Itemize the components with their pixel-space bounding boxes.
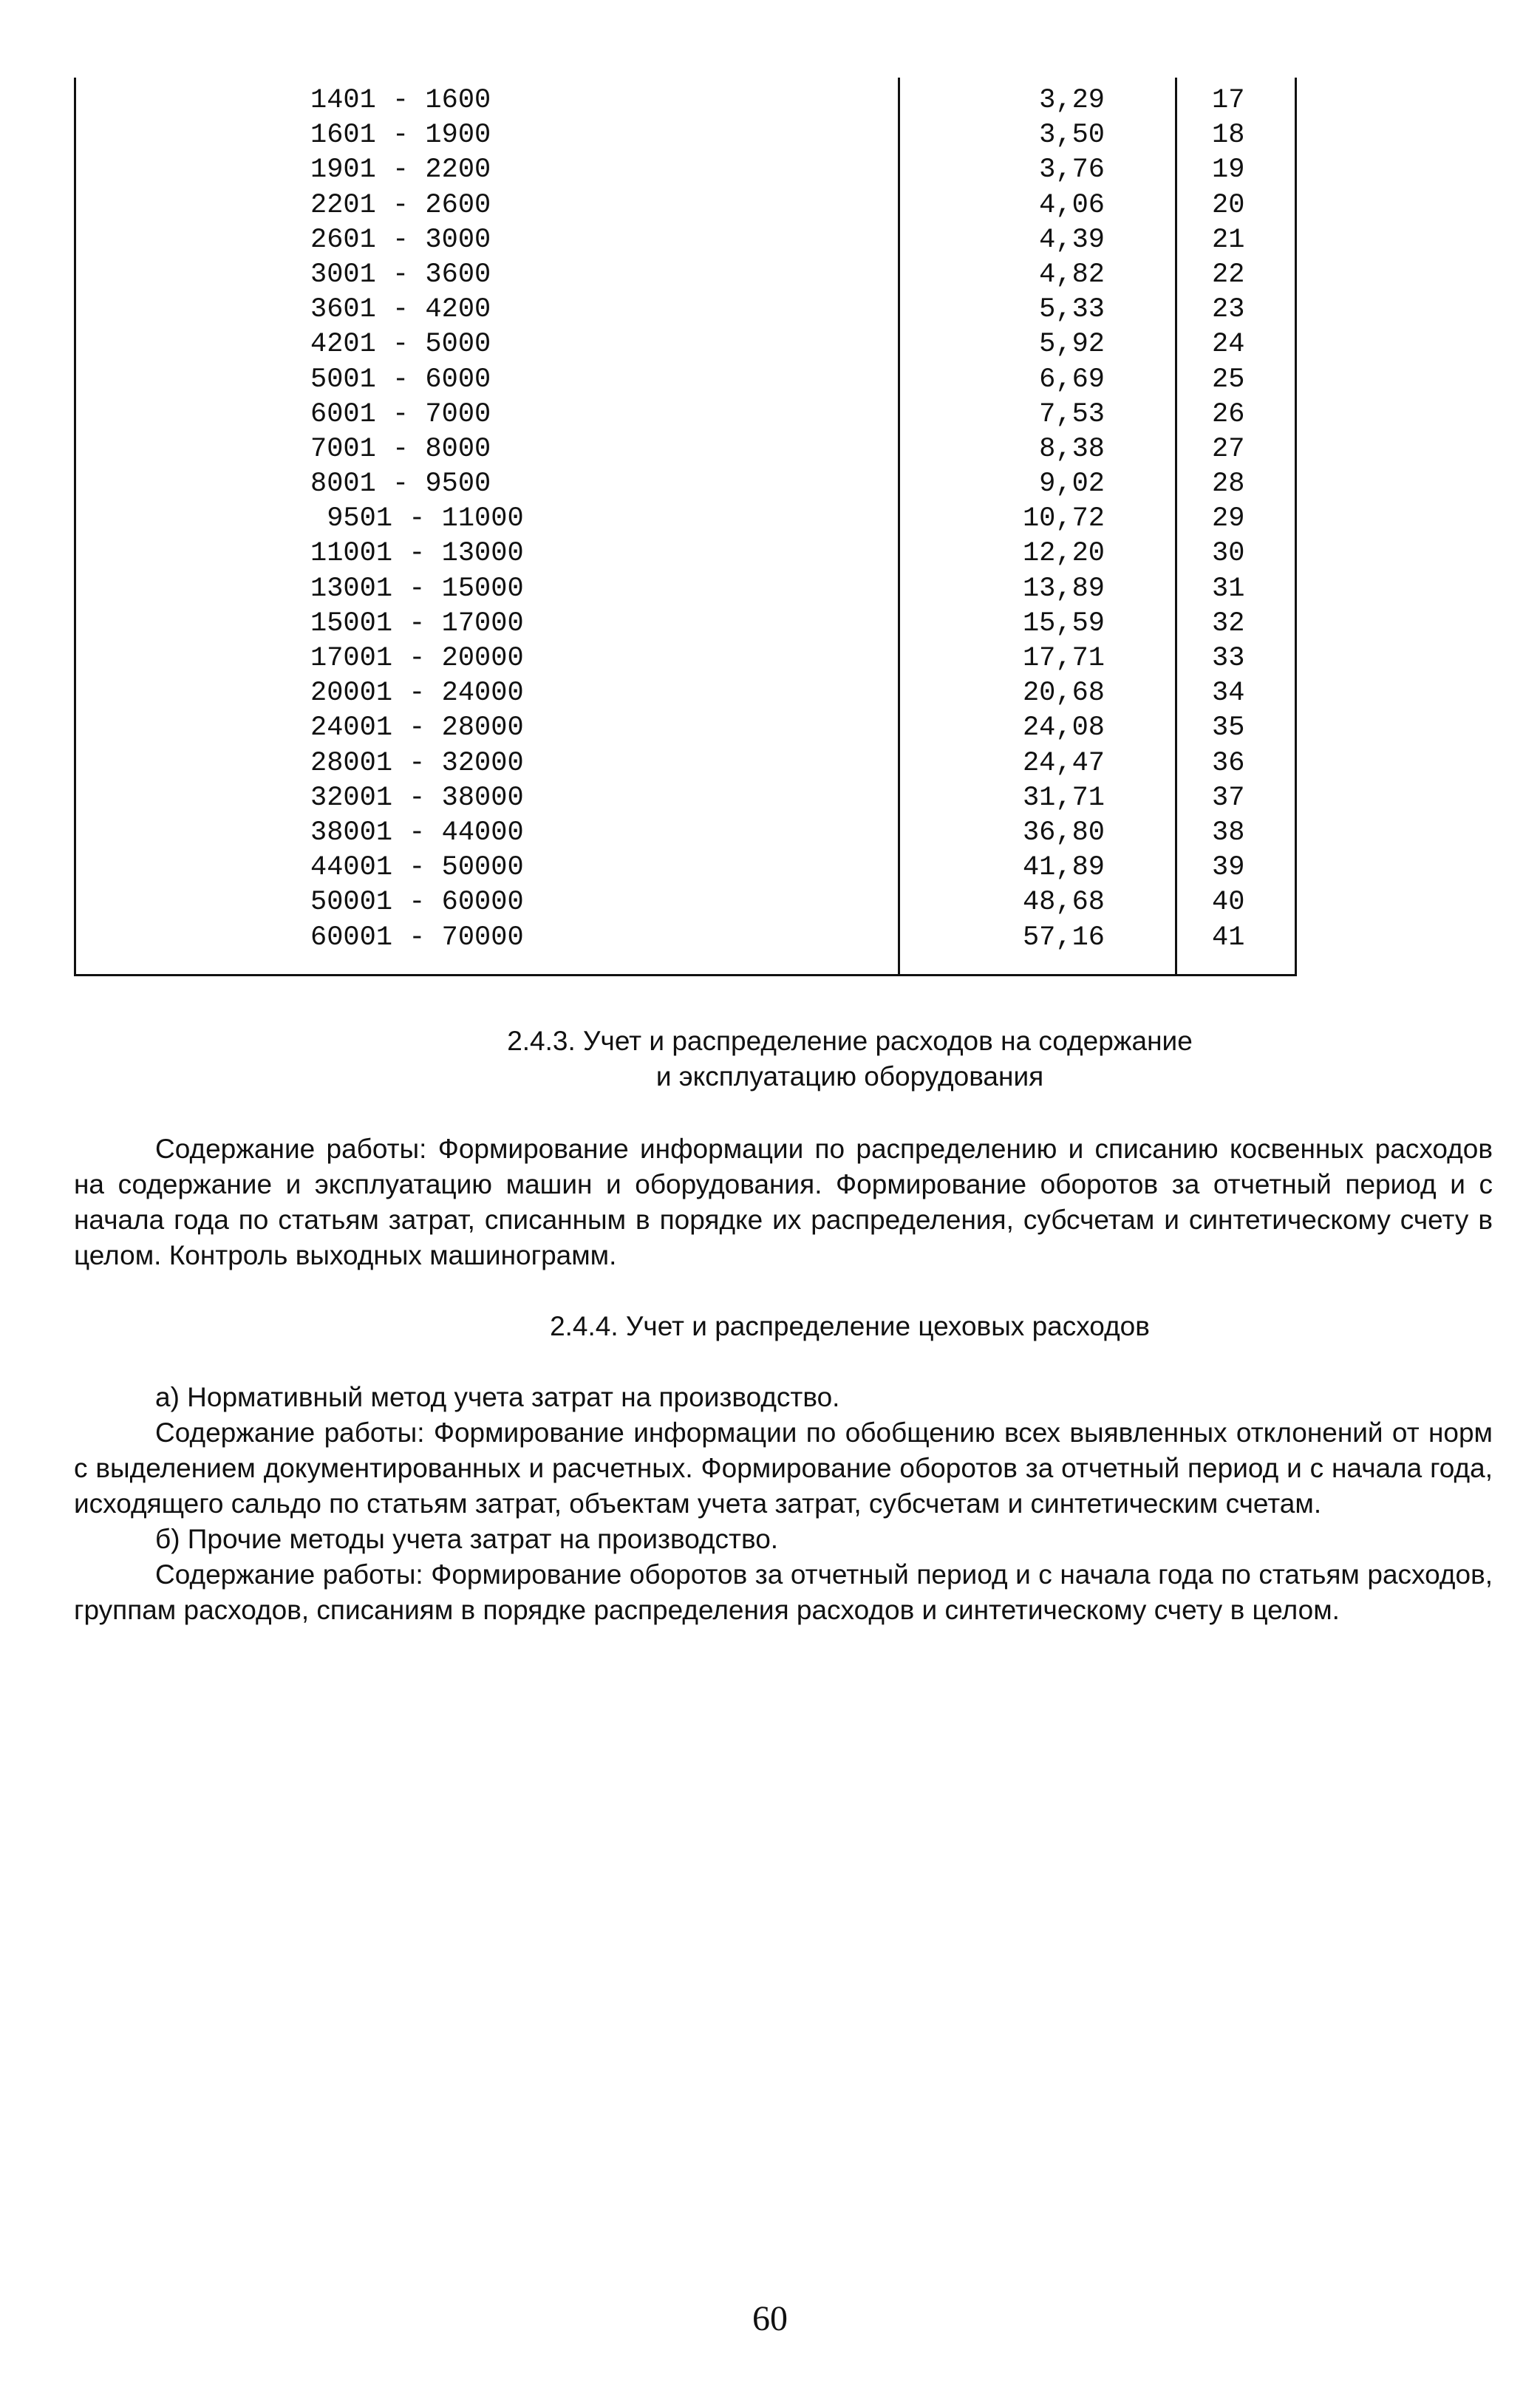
table-row — [74, 258, 1297, 293]
range-cell: 28001 - 32000 — [310, 747, 524, 779]
section-244-heading: 2.4.4. Учет и распределение цеховых расходов — [550, 1311, 1150, 1341]
code-cell: 26 — [1212, 398, 1245, 430]
range-cell: 15001 - 17000 — [310, 607, 524, 639]
range-cell: 6001 - 7000 — [310, 398, 491, 430]
rate-cell: 17,71 — [1022, 643, 1105, 674]
range-cell: 2201 - 2600 — [310, 189, 491, 221]
table-row — [74, 293, 1297, 327]
rate-cell: 4,39 — [1039, 224, 1105, 256]
rate-cell: 10,72 — [1022, 503, 1105, 535]
table-row — [74, 188, 1297, 223]
rate-cell: 7,53 — [1039, 398, 1105, 430]
code-cell: 37 — [1212, 782, 1245, 814]
code-cell: 17 — [1212, 85, 1245, 116]
table-row — [74, 746, 1297, 781]
rate-cell: 48,68 — [1022, 887, 1105, 919]
code-cell: 23 — [1212, 294, 1245, 326]
table-row — [74, 711, 1297, 746]
table-row — [74, 781, 1297, 816]
table-row — [74, 676, 1297, 711]
table-row — [74, 398, 1297, 432]
table-border-bottom — [74, 974, 1297, 976]
range-cell: 50001 - 60000 — [310, 887, 524, 919]
page-number: 60 — [752, 2299, 788, 2338]
table-row — [74, 641, 1297, 676]
range-cell: 60001 - 70000 — [310, 922, 524, 953]
range-cell: 17001 - 20000 — [310, 643, 524, 674]
code-cell: 21 — [1212, 224, 1245, 256]
code-cell: 20 — [1212, 189, 1245, 221]
code-cell: 19 — [1212, 154, 1245, 186]
rate-cell: 31,71 — [1022, 782, 1105, 814]
range-cell: 32001 - 38000 — [310, 782, 524, 814]
document-body — [74, 1024, 1493, 1628]
table-row — [74, 363, 1297, 398]
code-cell: 35 — [1212, 712, 1245, 744]
code-cell: 40 — [1212, 887, 1245, 919]
range-cell: 9501 - 11000 — [310, 503, 524, 535]
section-243-heading-line1: 2.4.3. Учет и распределение расходов на содержание — [507, 1026, 1193, 1056]
rate-cell: 5,92 — [1039, 329, 1105, 361]
table-row — [74, 607, 1297, 641]
range-cell: 1601 - 1900 — [310, 120, 491, 151]
section-243-paragraph: Содержание работы: Формирование информации по распределению и списанию косвенных расходов на содержание и эксплуатацию машин и оборудования. Формирование оборотов за отчетный период и с начала года по статьям затрат, списанным в порядке их распределения, субсчетам и синтетическому счету в целом. Контроль выходных машинограмм. — [74, 1134, 1493, 1270]
table-row — [74, 885, 1297, 920]
rate-cell: 57,16 — [1022, 922, 1105, 953]
rate-cell: 41,89 — [1022, 852, 1105, 884]
table-row — [74, 537, 1297, 571]
rate-cell: 5,33 — [1039, 294, 1105, 326]
rate-cell: 24,08 — [1022, 712, 1105, 744]
range-cell: 4201 - 5000 — [310, 329, 491, 361]
rate-cell: 6,69 — [1039, 364, 1105, 395]
code-cell: 25 — [1212, 364, 1245, 395]
rate-cell: 12,20 — [1022, 538, 1105, 570]
range-cell: 3001 - 3600 — [310, 259, 491, 290]
rate-cell: 20,68 — [1022, 678, 1105, 709]
item-b-paragraph: Содержание работы: Формирование оборотов за отчетный период и с начала года по статьям расходов, группам расходов, списаниям в порядке распределения расходов и синтетическому счету в целом. — [74, 1559, 1493, 1625]
item-b-title: б) Прочие методы учета затрат на производство. — [155, 1524, 779, 1554]
table-row — [74, 921, 1297, 956]
range-cell: 1901 - 2200 — [310, 154, 491, 186]
rate-cell: 9,02 — [1039, 469, 1105, 500]
range-cell: 2601 - 3000 — [310, 224, 491, 256]
code-cell: 33 — [1212, 643, 1245, 674]
code-cell: 31 — [1212, 573, 1245, 605]
range-cell: 24001 - 28000 — [310, 712, 524, 744]
table-row — [74, 432, 1297, 467]
table-row — [74, 502, 1297, 537]
table-row — [74, 118, 1297, 153]
code-cell: 22 — [1212, 259, 1245, 290]
range-cell: 11001 - 13000 — [310, 538, 524, 570]
range-cell: 5001 - 6000 — [310, 364, 491, 395]
rate-table — [74, 78, 1297, 972]
range-cell: 13001 - 15000 — [310, 573, 524, 605]
range-cell: 3601 - 4200 — [310, 294, 491, 326]
code-cell: 18 — [1212, 120, 1245, 151]
rate-cell: 36,80 — [1022, 817, 1105, 848]
table-row — [74, 84, 1297, 118]
section-243-heading-line2: и эксплуатацию оборудования — [655, 1061, 1044, 1092]
code-cell: 30 — [1212, 538, 1245, 570]
table-row — [74, 816, 1297, 851]
rate-cell: 3,50 — [1039, 120, 1105, 151]
range-cell: 38001 - 44000 — [310, 817, 524, 848]
rate-cell: 3,76 — [1039, 154, 1105, 186]
code-cell: 27 — [1212, 433, 1245, 465]
range-cell: 1401 - 1600 — [310, 85, 491, 116]
rate-cell: 8,38 — [1039, 433, 1105, 465]
table-row — [74, 223, 1297, 258]
range-cell: 20001 - 24000 — [310, 678, 524, 709]
code-cell: 28 — [1212, 469, 1245, 500]
range-cell: 7001 - 8000 — [310, 433, 491, 465]
table-row — [74, 851, 1297, 885]
range-cell: 44001 - 50000 — [310, 852, 524, 884]
rate-cell: 24,47 — [1022, 747, 1105, 779]
code-cell: 39 — [1212, 852, 1245, 884]
code-cell: 36 — [1212, 747, 1245, 779]
range-cell: 8001 - 9500 — [310, 469, 491, 500]
code-cell: 34 — [1212, 678, 1245, 709]
rate-cell: 3,29 — [1039, 85, 1105, 116]
code-cell: 32 — [1212, 607, 1245, 639]
table-row — [74, 327, 1297, 362]
code-cell: 38 — [1212, 817, 1245, 848]
code-cell: 29 — [1212, 503, 1245, 535]
rate-cell: 4,06 — [1039, 189, 1105, 221]
rate-cell: 4,82 — [1039, 259, 1105, 290]
rate-cell: 13,89 — [1022, 573, 1105, 605]
table-row — [74, 467, 1297, 502]
table-row — [74, 572, 1297, 607]
code-cell: 41 — [1212, 922, 1245, 953]
table-body — [74, 84, 1297, 956]
item-a-paragraph: Содержание работы: Формирование информации по обобщению всех выявленных отклонений от норм с выделением документированных и расчетных. Формирование оборотов за отчетный период и с начала года, исходящего сальдо по статьям затрат, объектам учета затрат, субсчетам и синтетическим счетам. — [74, 1417, 1493, 1519]
item-a-title: а) Нормативный метод учета затрат на производство. — [155, 1382, 840, 1412]
code-cell: 24 — [1212, 329, 1245, 361]
table-row — [74, 153, 1297, 188]
rate-cell: 15,59 — [1022, 607, 1105, 639]
